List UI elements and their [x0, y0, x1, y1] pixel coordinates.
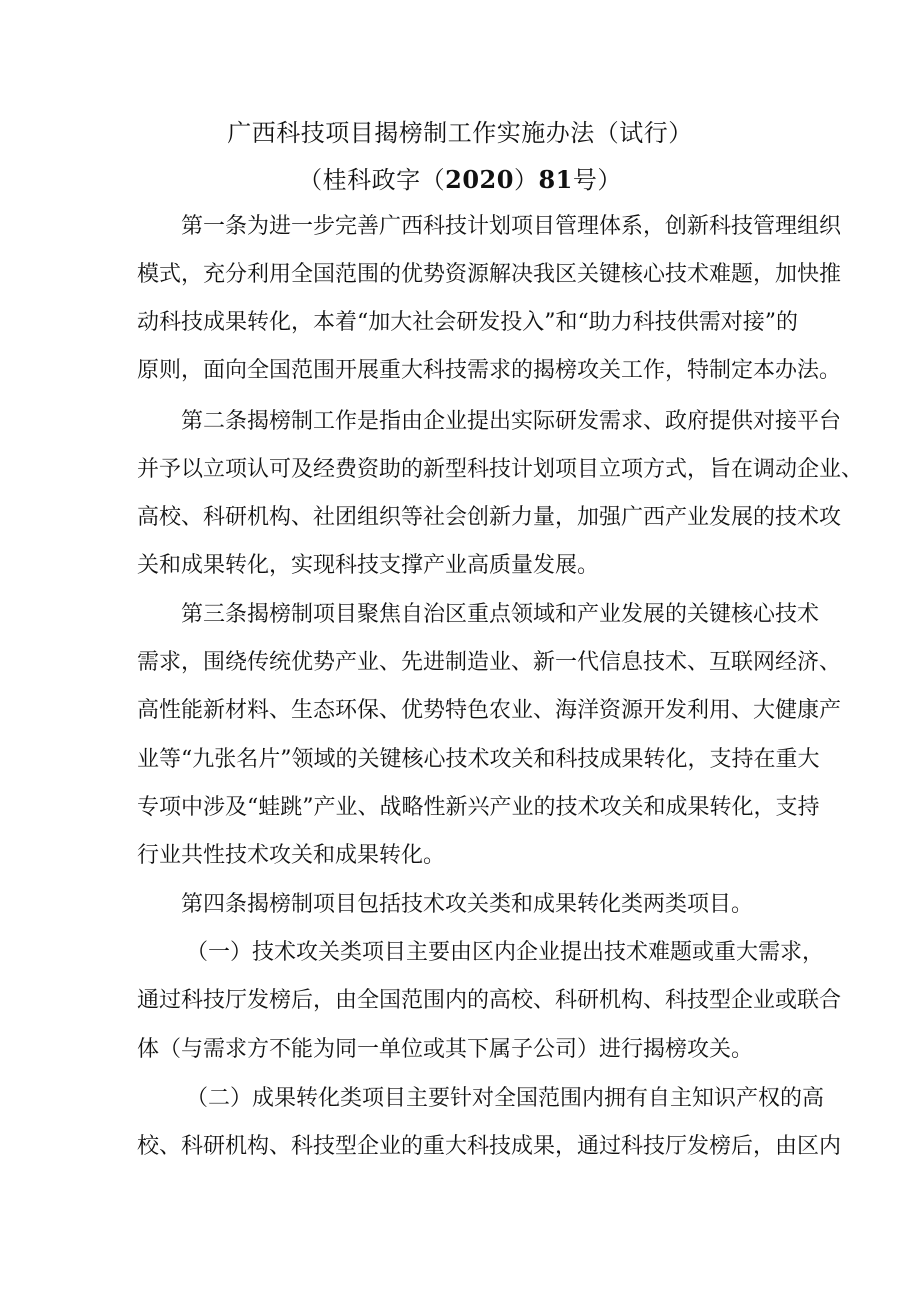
article-1-line: 第一条为进一步完善广西科技计划项目管理体系，创新科技管理组织: [181, 214, 842, 239]
subtitle-number: 81: [538, 165, 573, 194]
article-1-line: 动科技成果转化，本着“加大社会研发投入”和“助力科技供需对接”的: [137, 310, 798, 335]
article-4-line: 第四条揭榜制项目包括技术攻关类和成果转化类两类项目。: [181, 892, 754, 917]
item-1-line: 通过科技厅发榜后，由全国范围内的高校、科研机构、科技型企业或联合: [137, 988, 842, 1013]
article-2-line: 第二条揭榜制工作是指由企业提出实际研发需求、政府提供对接平台: [181, 409, 842, 434]
item-2-line: （二）成果转化类项目主要针对全国范围内拥有自主知识产权的高: [186, 1086, 825, 1111]
article-3-line: 行业共性技术攻关和成果转化。: [137, 843, 446, 868]
article-2-line: 关和成果转化，实现科技支撑产业高质量发展。: [137, 553, 600, 578]
subtitle-close: 号）: [572, 166, 622, 194]
item-1-line: （一）技术攻关类项目主要由区内企业提出技术难题或重大需求，: [186, 940, 825, 965]
article-3-line: 需求，围绕传统优势产业、先进制造业、新一代信息技术、互联网经济、: [137, 650, 842, 675]
item-2-line: 校、科研机构、科技型企业的重大科技成果，通过科技厅发榜后，由区内: [137, 1134, 842, 1159]
item-1-line: 体（与需求方不能为同一单位或其下属子公司）进行揭榜攻关。: [137, 1037, 754, 1062]
article-2-line: 并予以立项认可及经费资助的新型科技计划项目立项方式，旨在调动企业、: [137, 457, 864, 482]
article-3-line: 业等“九张名片”领域的关键核心技术攻关和科技成果转化，支持在重大: [137, 747, 820, 772]
document-reference-number: [0, 160, 920, 195]
document-title: 广西科技项目揭榜制工作实施办法（试行）: [227, 119, 693, 147]
article-1-line: 原则，面向全国范围开展重大科技需求的揭榜攻关工作，特制定本办法。: [137, 358, 842, 383]
article-3-line: 专项中涉及“蛙跳”产业、战略性新兴产业的技术攻关和成果转化，支持: [137, 795, 820, 820]
article-2-line: 高校、科研机构、社团组织等社会创新力量，加强广西产业发展的技术攻: [137, 505, 842, 530]
subtitle-mid: ）: [513, 166, 539, 194]
article-1-line: 模式，充分利用全国范围的优势资源解决我区关键核心技术难题，加快推: [137, 262, 842, 287]
article-3-line: 高性能新材料、生态环保、优势特色农业、海洋资源开发利用、大健康产: [137, 698, 842, 723]
subtitle-year: 2020: [445, 165, 514, 194]
article-3-line: 第三条揭榜制项目聚焦自治区重点领域和产业发展的关键核心技术: [181, 602, 820, 627]
subtitle-open: （桂科政字（: [298, 166, 446, 194]
